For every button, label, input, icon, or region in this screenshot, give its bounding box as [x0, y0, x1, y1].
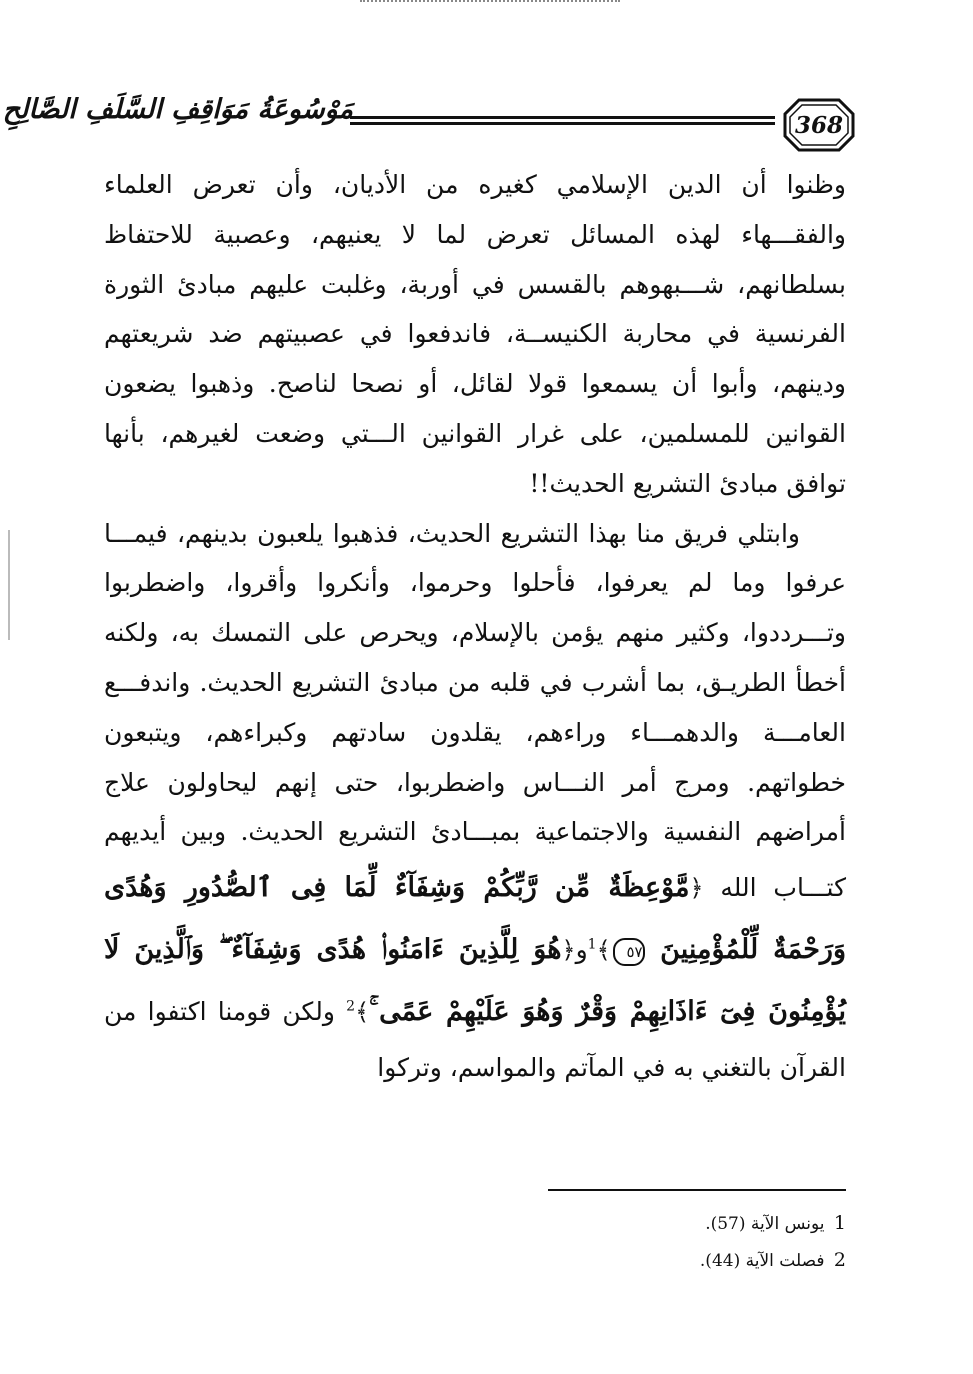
- footnotes: [500, 1205, 846, 1279]
- scan-artifact-top: [360, 0, 620, 6]
- main-text: [104, 160, 846, 1093]
- paragraph-2: [104, 509, 846, 1093]
- ayah-number-icon: ٥٧: [613, 938, 645, 966]
- quran-close-bracket-2: ﴾: [355, 998, 370, 1027]
- footnote-1: [500, 1205, 846, 1242]
- footnote-2: [500, 1242, 846, 1279]
- footnote-2-text: فصلت الآية (44).: [699, 1251, 825, 1271]
- quran-open-bracket-1: ﴿: [689, 874, 704, 903]
- conjunction: و: [575, 935, 588, 965]
- footnote-1-text: يونس الآية (57).: [705, 1214, 825, 1234]
- quran-verse-1: مَّوْعِظَةٌ مِّن رَّبِّكُمْ وَشِفَآءٌ لِّمَا فِى ٱلصُّدُورِ وَهُدًى وَرَحْمَةٌ لِّلْمُؤْمِنِينَ: [104, 872, 846, 966]
- page-number: 368: [794, 111, 843, 139]
- paragraph-2-tail: ولكن قومنا اكتفوا من القرآن بالتغني به في المآتم والمواسم، وتركوا: [104, 997, 846, 1083]
- running-header: [2, 92, 865, 162]
- footnote-ref-2: 2: [346, 998, 356, 1015]
- footnote-separator: [548, 1189, 846, 1191]
- paragraph-1: وظنوا أن الدين الإسلامي كغيره من الأديان، وأن تعرض العلماء والفقـــهاء لهذه المسائل تعرض لما لا يعنيهم، وعصبية للاحتفاظ بسلطانهم، شـــبهوهم بالقسس في أوربة، وغلبت عليهم مبادئ الثورة الفرنسية في محاربة الكنيســة، فاندفعوا في عصبيتهم ضد شريعتهم ودينهم، وأبوا أن يسمعوا قولا لقائل، أو نصحا لناصح. وذهبوا يضعون القوانين للمسلمين، على غرار القوانين الـــتي وضعت لغيرهم، بأنها توافق مبادئ التشريع الحديث!!: [104, 170, 846, 498]
- page-number-badge: [783, 96, 855, 154]
- quran-verse-2: هُوَ لِلَّذِينَ ءَامَنُوا۟ هُدًى وَشِفَآءٌ ۖ وَٱلَّذِينَ لَا يُؤْمِنُونَ فِىٓ ءَاذَانِهِمْ وَقْرٌ وَهُوَ عَلَيْهِمْ عَمًى ۚ: [104, 934, 846, 1028]
- footnote-1-number: 1: [833, 1212, 846, 1234]
- footnote-2-number: 2: [833, 1249, 846, 1271]
- quran-open-bracket-2: ﴿: [561, 936, 576, 965]
- series-title: مَوْسُوعَةُ مَوَاقِفِ السَّلَفِ الصَّالِحِ: [2, 94, 353, 125]
- header-double-rule: [350, 116, 775, 128]
- quran-close-bracket-1: ﴾: [596, 936, 611, 965]
- paragraph-2-text: وابتلي فريق منا بهذا التشريع الحديث، فذهبوا يلعبون بدينهم، فيمـــا عرفوا وما لم يعرفوا، فأحلوا وحرموا، وأنكروا وأقروا، واضطربوا وتـــرددوا، وكثير منهم يؤمن بالإسلام، ويحرص على التمسك به، ولكنه أخطأ الطريـق، بما أشرب في قلبه من مبادئ التشريع الحديث. واندفـــع العامـــة والدهمـــاء وراءهم، يقلدون سادتهم وكبراءهم، ويتبعون خطواتهم. ومرج أمر النـــاس واضطربوا، حتى إنهم ليحاولون علاج أمراضهم النفسية والاجتماعية بمبـــادئ التشريع الحديث. وبين أيديهم كتـــاب الله: [104, 518, 847, 903]
- scan-artifact-side: [8, 530, 10, 640]
- footnote-ref-1: 1: [587, 936, 597, 953]
